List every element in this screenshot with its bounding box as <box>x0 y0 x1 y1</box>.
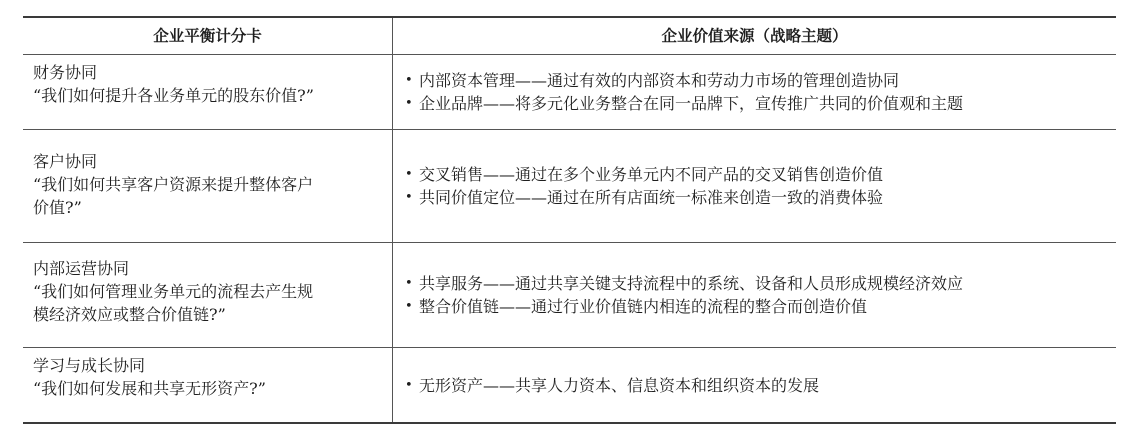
bullet-icon: • <box>405 377 413 393</box>
list-item <box>405 374 1108 397</box>
row-title: 财务协同 <box>33 63 98 82</box>
list-item-text: 共同价值定位——通过在所有店面统一标准来创造一致的消费体验 <box>419 188 884 207</box>
table-row <box>23 348 1116 422</box>
row-question: “我们如何共享客户资源来提升整体客户 <box>33 175 314 194</box>
row-content-cell <box>393 243 1116 347</box>
list-item-text: 企业品牌——将多元化业务整合在同一品牌下，宣传推广共同的价值观和主题 <box>419 94 964 113</box>
table-header-row <box>23 18 1116 55</box>
table-row <box>23 243 1116 348</box>
bullet-icon: • <box>405 299 413 314</box>
table-row <box>23 55 1116 130</box>
list-item-text: 共享服务——通过共享关键支持流程中的系统、设备和人员形成规模经济效应 <box>419 274 964 293</box>
row-content-cell <box>393 55 1116 129</box>
row-title: 学习与成长协同 <box>33 356 146 375</box>
row-question: “我们如何提升各业务单元的股东价值?” <box>33 86 314 105</box>
header-left: 企业平衡计分卡 <box>23 18 393 54</box>
row-title: 内部运营协同 <box>33 259 130 278</box>
row-question-cont: 价值?” <box>33 198 82 217</box>
row-question-cont: 模经济效应或整合价值链?” <box>33 305 226 324</box>
bullet-icon: • <box>405 96 413 111</box>
list-item <box>405 92 1108 115</box>
list-item <box>405 186 1108 209</box>
row-question: “我们如何管理业务单元的流程去产生规 <box>33 282 314 301</box>
row-question: “我们如何发展和共享无形资产?” <box>33 379 266 398</box>
row-label-cell <box>23 130 393 242</box>
bullet-icon: • <box>405 167 413 182</box>
row-label-cell <box>23 348 393 422</box>
balanced-scorecard-table <box>23 16 1116 424</box>
list-item <box>405 272 1108 295</box>
bullet-icon: • <box>405 190 413 205</box>
list-item <box>405 69 1108 92</box>
list-item-text: 交叉销售——通过在多个业务单元内不同产品的交叉销售创造价值 <box>419 165 884 184</box>
row-title: 客户协同 <box>33 152 98 171</box>
table-row <box>23 130 1116 243</box>
list-item-text: 无形资产——共享人力资本、信息资本和组织资本的发展 <box>419 375 820 395</box>
row-label-cell <box>23 55 393 129</box>
list-item-text: 整合价值链——通过行业价值链内相连的流程的整合而创造价值 <box>419 297 868 316</box>
row-label-cell <box>23 243 393 347</box>
bullet-icon: • <box>405 276 413 291</box>
list-item <box>405 163 1108 186</box>
row-content-cell <box>393 348 1116 422</box>
list-item-text: 内部资本管理——通过有效的内部资本和劳动力市场的管理创造协同 <box>419 71 900 90</box>
bullet-icon: • <box>405 73 413 88</box>
list-item <box>405 295 1108 318</box>
header-right: 企业价值来源（战略主题） <box>661 27 848 45</box>
row-content-cell <box>393 130 1116 242</box>
